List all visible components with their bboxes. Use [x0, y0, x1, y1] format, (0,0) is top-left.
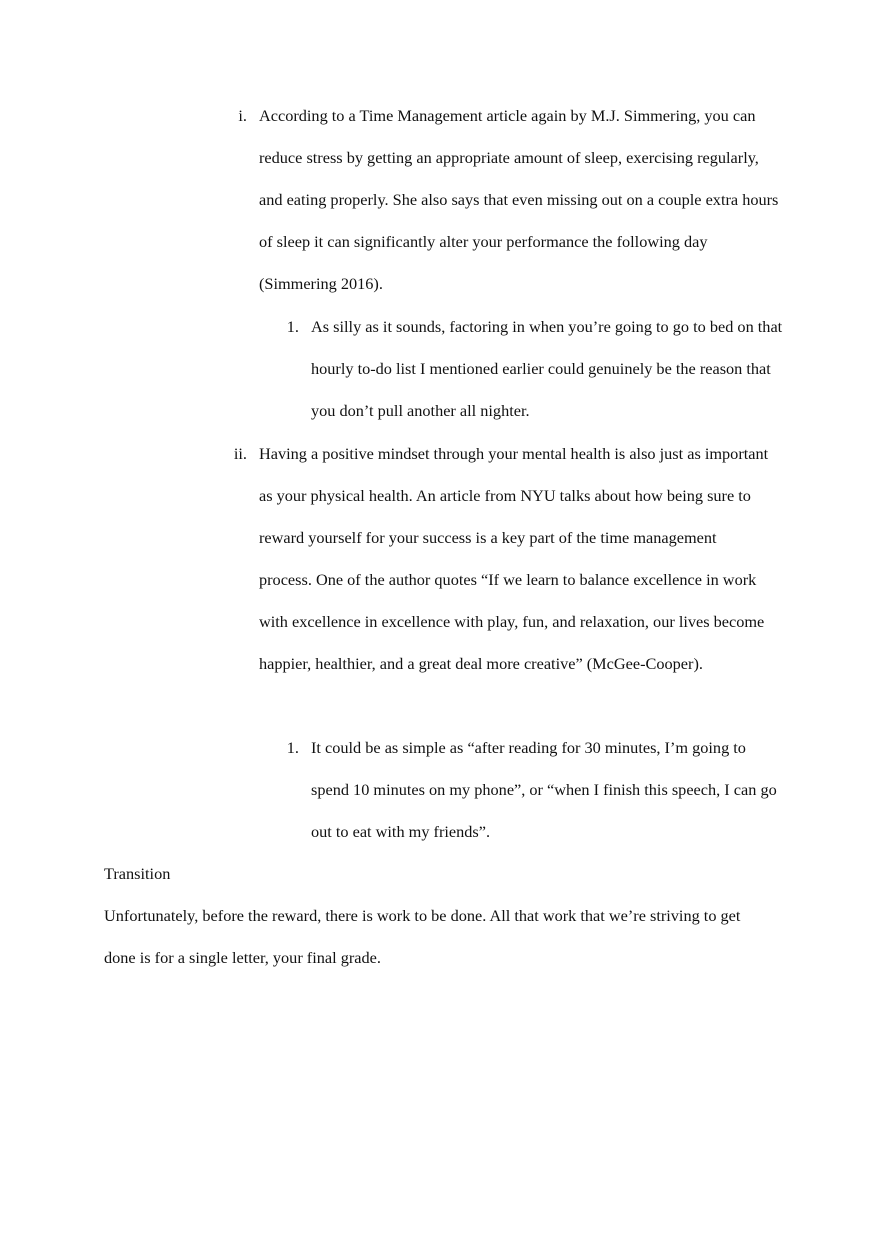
- paragraph-subitem-ii-1: It could be as simple as “after reading for 30 minutes, I’m going to spend 10 minutes on my phone”, or “when I finish this speech, I can go out to eat with my friends”.: [311, 738, 777, 841]
- sublist-marker-ii-1: 1.: [286, 738, 299, 757]
- transition-paragraph: Unfortunately, before the reward, there is work to be done. All that work that we’re striving to get done is for a single letter, your final grade.: [104, 906, 741, 967]
- paragraph-item-i: According to a Time Management article again by M.J. Simmering, you can reduce stress by getting an appropriate amount of sleep, exercising regularly, and eating properly. She also says that even missing out on a couple extra hours of sleep it can significantly alter your performance the following day (Simmering 2016).: [259, 106, 779, 293]
- list-marker-i: i.: [238, 106, 247, 125]
- transition-heading: Transition: [104, 864, 171, 883]
- list-marker-ii: ii.: [233, 444, 247, 463]
- paragraph-item-ii: Having a positive mindset through your mental health is also just as important as your physical health. An article from NYU talks about how being sure to reward yourself for your success is a key part of the time management process. One of the author quotes “If we learn to balance excellence in work with excellence in excellence with play, fun, and relaxation, our lives become happier, healthier, and a great deal more creative” (McGee-Cooper).: [259, 444, 769, 673]
- sublist-marker-i-1: 1.: [286, 317, 299, 336]
- paragraph-subitem-i-1: As silly as it sounds, factoring in when you’re going to go to bed on that hourly to-do list I mentioned earlier could genuinely be the reason that you don’t pull another all nighter.: [311, 317, 783, 420]
